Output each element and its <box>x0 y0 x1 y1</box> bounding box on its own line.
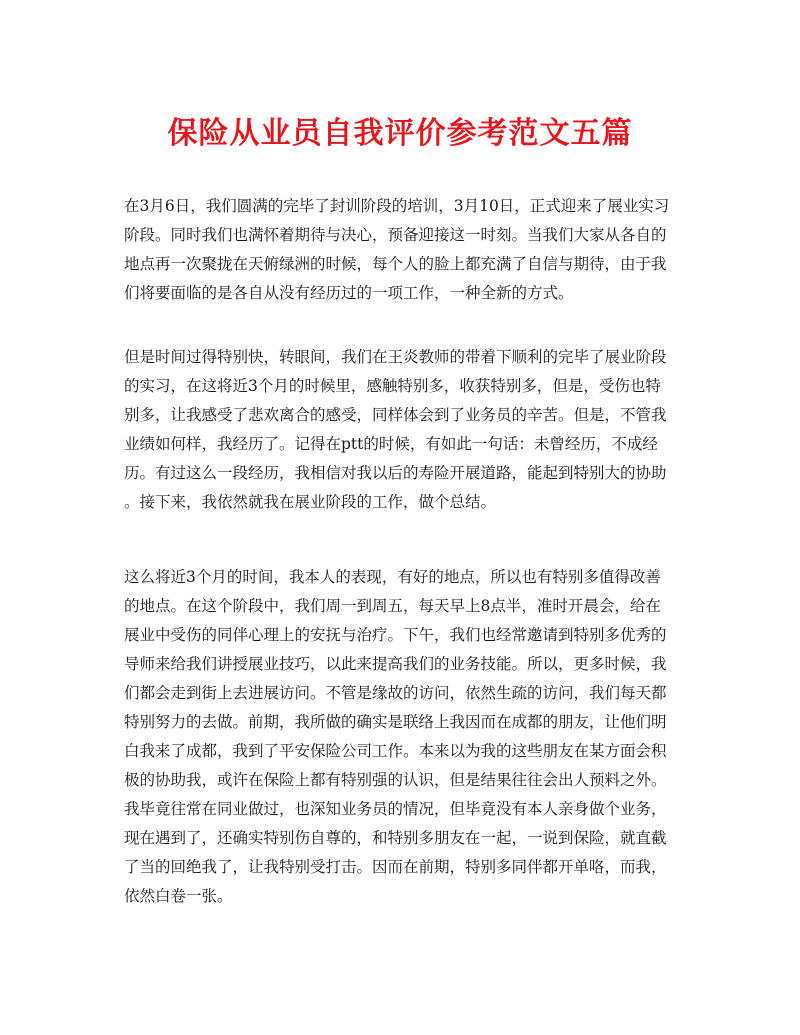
paragraph-line: 。接下来，我依然就我在展业阶段的工作，做个总结。 <box>124 493 497 511</box>
paragraph-line: 了当的回绝我了，让我特别受打击。因而在前期，特别多同伴都开单咯，而我， <box>124 858 667 876</box>
paragraph-2 <box>124 343 684 517</box>
paragraph-line: 地点再一次聚拢在天俯绿洲的时候，每个人的脸上都充满了自信与期待，由于我 <box>124 255 667 273</box>
paragraph-line: 展业中受伤的同伴心理上的安抚与治疗。下午，我们也经常邀请到特别多优秀的 <box>124 626 667 644</box>
paragraph-line: 们都会走到街上去进展访问。不管是缘故的访问，依然生疏的访问，我们每天都 <box>124 684 667 702</box>
paragraph-1 <box>124 192 684 308</box>
paragraph-line: 业绩如何样，我经历了。记得在ptt的时候，有如此一句话：未曾经历，不成经 <box>124 435 658 453</box>
paragraph-line: 的地点。在这个阶段中，我们周一到周五，每天早上8点半，准时开晨会，给在 <box>124 597 661 615</box>
paragraph-line: 特别努力的去做。前期，我所做的确实是联络上我因而在成都的朋友，让他们明 <box>124 713 667 731</box>
paragraph-line: 这么将近3个月的时间，我本人的表现，有好的地点，所以也有特别多值得改善 <box>124 568 661 586</box>
paragraph-line: 在3月6日，我们圆满的完毕了封训阶段的培训，3月10日，正式迎来了展业实习 <box>124 197 670 215</box>
paragraph-line: 白我来了成都，我到了平安保险公司工作。本来以为我的这些朋友在某方面会积 <box>124 742 667 760</box>
paragraph-3 <box>124 563 684 911</box>
paragraph-line: 别多，让我感受了悲欢离合的感受，同样体会到了业务员的辛苦。但是，不管我 <box>124 406 667 424</box>
paragraph-line: 导师来给我们讲授展业技巧，以此来提高我们的业务技能。所以，更多时候，我 <box>124 655 667 673</box>
paragraph-line: 阶段。同时我们也满怀着期待与决心，预备迎接这一时刻。当我们大家从各自的 <box>124 226 667 244</box>
paragraph-line: 但是时间过得特别快，转眼间，我们在王炎教师的带着下顺利的完毕了展业阶段 <box>124 348 667 366</box>
paragraph-line: 依然白卷一张。 <box>124 887 233 905</box>
paragraph-line: 历。有过这么一段经历，我相信对我以后的寿险开展道路，能起到特别大的协助 <box>124 464 667 482</box>
paragraph-line: 的实习，在这将近3个月的时候里，感触特别多，收获特别多，但是，受伤也特 <box>124 377 661 395</box>
paragraph-line: 们将要面临的是各自从没有经历过的一项工作，一种全新的方式。 <box>124 284 574 302</box>
paragraph-line: 极的协助我，或许在保险上都有特别强的认识，但是结果往往会出人预料之外。 <box>124 771 667 789</box>
paragraph-line: 现在遇到了，还确实特别伤自尊的，和特别多朋友在一起，一说到保险，就直截 <box>124 829 667 847</box>
document-title: 保险从业员自我评价参考范文五篇 <box>167 116 633 151</box>
paragraph-line: 我毕竟往常在同业做过，也深知业务员的情况，但毕竟没有本人亲身做个业务， <box>124 800 667 818</box>
